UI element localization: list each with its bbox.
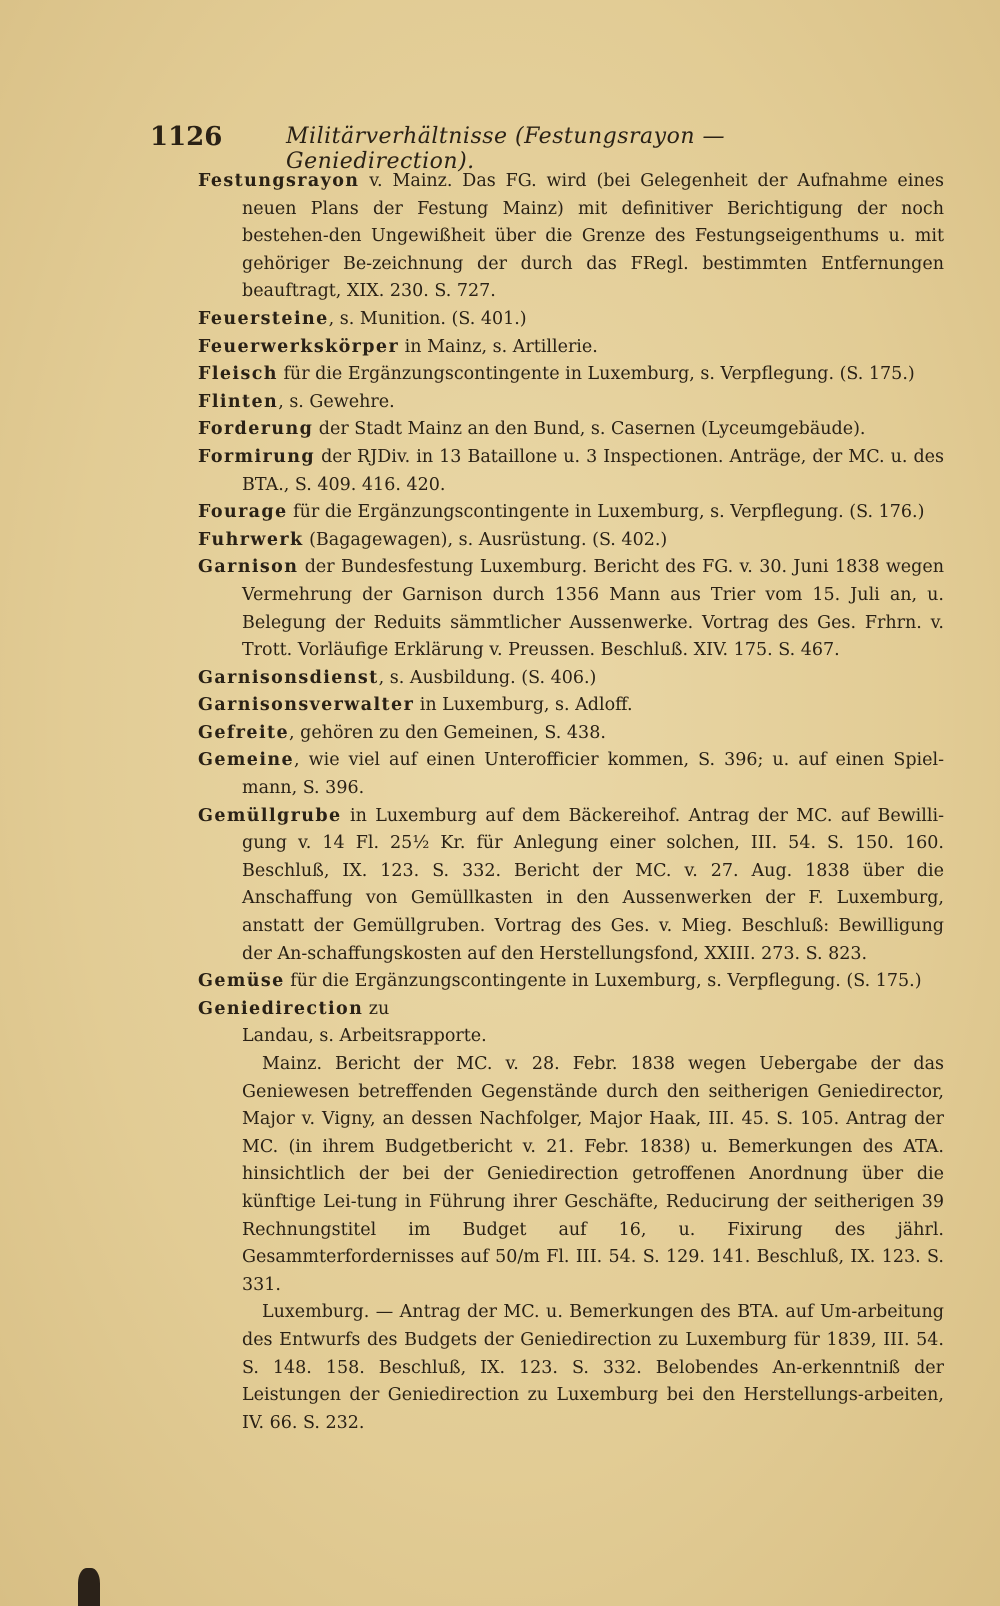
entry-text: der Bundesfestung Luxemburg. Bericht des FG. v. 30. Juni 1838 wegen Vermehrung der Garnison durch 1356 Mann aus Trier vom 15. Juli an, u. Belegung der Reduits sämmtlicher Aussenwerke. Vortrag des Ges. Frhrn. v. Trott. Vorläufige Erklärung v. Preussen. Beschluß. XIV. 175. S. 467. bbox=[242, 557, 944, 661]
entry-text: (Bagagewagen), s. Ausrüstung. (S. 402.) bbox=[303, 529, 668, 550]
index-entry bbox=[198, 306, 944, 334]
subentry-landau: Landau, s. Arbeitsrapporte. bbox=[242, 1026, 487, 1047]
entry-keyword: Formirung bbox=[198, 446, 316, 467]
index-entry bbox=[198, 444, 944, 499]
entry-text: , wie viel auf einen Unterofficier kommen, S. 396; u. auf einen Spiel-mann, S. 396. bbox=[242, 750, 944, 799]
subentry-luxemburg: Luxemburg. — Antrag der MC. u. Bemerkungen des BTA. auf Um-arbeitung des Entwurfs des Budgets der Geniedirection zu Luxemburg für 1839, III. 54. S. 148. 158. Beschluß, IX. 123. S. 332. Belobendes An-erkenntniß der Leistungen der Geniedirection zu Luxemburg bei den Herstellungs-arbeiten, IV. 66. S. 232. bbox=[242, 1302, 944, 1433]
entry-keyword: Gemüse bbox=[198, 971, 285, 992]
entry-text: der RJDiv. in 13 Bataillone u. 3 Inspectionen. Anträge, der MC. u. des BTA., S. 409. 416. 420. bbox=[242, 446, 944, 495]
index-entry bbox=[198, 168, 944, 306]
entry-keyword: Geniedirection bbox=[198, 998, 364, 1019]
index-entry bbox=[198, 416, 944, 444]
index-entry bbox=[198, 334, 944, 362]
index-entry bbox=[198, 499, 944, 527]
subentry-mainz: Mainz. Bericht der MC. v. 28. Febr. 1838 wegen Uebergabe der das Geniewesen betreffenden Gegenstände durch den seitherigen Geniedirector, Major v. Vigny, an dessen Nachfolger, Major Haak, III. 45. S. 105. Antrag der MC. (in ihrem Budgetbericht v. 21. Febr. 1838) u. Bemerkungen des ATA. hinsichtlich der bei der Geniedirection getroffenen Anordnung über die künftige Lei-tung in Führung ihrer Geschäfte, Reducirung der seitherigen 39 Rechnungstitel im Budget auf 16, u. Fixirung des jährl. Gesammterfordernisses auf 50/m Fl. III. 54. S. 129. 141. Beschluß, IX. 123. S. 331. bbox=[242, 1054, 944, 1295]
entry-keyword: Gefreite bbox=[198, 722, 290, 743]
running-header bbox=[150, 122, 850, 174]
index-entry bbox=[198, 389, 944, 417]
ink-stain bbox=[78, 1568, 100, 1606]
index-entry bbox=[198, 747, 944, 802]
index-entry bbox=[198, 554, 944, 664]
geniedirection-entry bbox=[198, 996, 944, 1438]
entry-keyword: Fourage bbox=[198, 502, 288, 523]
index-entry bbox=[198, 803, 944, 969]
entry-text: v. Mainz. Das FG. wird (bei Gelegenheit der Aufnahme eines neuen Plans der Festung Mainz) mit definitiver Berichtigung der noch bestehen-den Ungewißheit über die Grenze des Festungseigenthums u. mit gehöriger Be-zeichnung der durch das FRegl. bestimmten Entfernungen beauftragt, XIX. 230. S. 727. bbox=[242, 171, 944, 302]
entry-keyword: Feuerwerkskörper bbox=[198, 336, 400, 357]
running-title: Militärverhältnisse (Festungsrayon — Geniedirection). bbox=[286, 124, 726, 174]
entry-keyword: Gemeine bbox=[198, 750, 295, 771]
geniedirection-heading bbox=[198, 996, 944, 1024]
entry-text: zu bbox=[363, 998, 390, 1019]
page-number: 1126 bbox=[150, 122, 223, 152]
entry-text: in Luxemburg auf dem Bäckereihof. Antrag der MC. auf Bewilli-gung v. 14 Fl. 25½ Kr. für Anlegung einer solchen, III. 54. S. 150. 160. Beschluß, IX. 123. S. 332. Bericht der MC. v. 27. Aug. 1838 über die Anschaffung von Gemüllkasten in den Aussenwerken der F. Luxemburg, anstatt der Gemüllgruben. Vortrag des Ges. v. Mieg. Beschluß: Bewilligung der An-schaffungskosten auf den Herstellungsfond, XXIII. 273. S. 823. bbox=[242, 805, 944, 964]
entry-text: für die Ergänzungscontingente in Luxemburg, s. Verpflegung. (S. 175.) bbox=[277, 364, 915, 385]
entry-text: , s. Munition. (S. 401.) bbox=[328, 308, 527, 329]
entry-keyword: Flinten bbox=[198, 391, 279, 412]
index-entry bbox=[198, 692, 944, 720]
entry-text: , gehören zu den Gemeinen, S. 438. bbox=[289, 722, 606, 743]
entry-text: , s. Ausbildung. (S. 406.) bbox=[378, 667, 597, 688]
entry-keyword: Fuhrwerk bbox=[198, 529, 304, 550]
entry-keyword: Garnisonsdienst bbox=[198, 667, 379, 688]
entry-keyword: Garnison bbox=[198, 557, 299, 578]
entry-text: für die Ergänzungscontingente in Luxemburg, s. Verpflegung. (S. 175.) bbox=[284, 971, 922, 992]
entry-keyword: Festungsrayon bbox=[198, 171, 360, 191]
entry-text: , s. Gewehre. bbox=[278, 391, 395, 412]
entry-keyword: Gemüllgrube bbox=[198, 805, 342, 826]
entry-text: in Mainz, s. Artillerie. bbox=[399, 336, 598, 357]
entry-text: der Stadt Mainz an den Bund, s. Casernen (Lyceumgebäude). bbox=[313, 419, 866, 440]
index-entry bbox=[198, 968, 944, 996]
entry-text: für die Ergänzungscontingente in Luxemburg, s. Verpflegung. (S. 176.) bbox=[287, 502, 925, 523]
entry-text: in Luxemburg, s. Adloff. bbox=[414, 695, 633, 716]
index-entry bbox=[198, 361, 944, 389]
entry-keyword: Feuersteine bbox=[198, 308, 329, 329]
index-entries bbox=[198, 168, 944, 1437]
index-entry bbox=[198, 720, 944, 748]
entry-keyword: Fleisch bbox=[198, 364, 278, 385]
index-entry bbox=[198, 665, 944, 693]
entry-keyword: Forderung bbox=[198, 419, 314, 440]
entry-keyword: Garnisonsverwalter bbox=[198, 695, 415, 716]
index-entry bbox=[198, 527, 944, 555]
